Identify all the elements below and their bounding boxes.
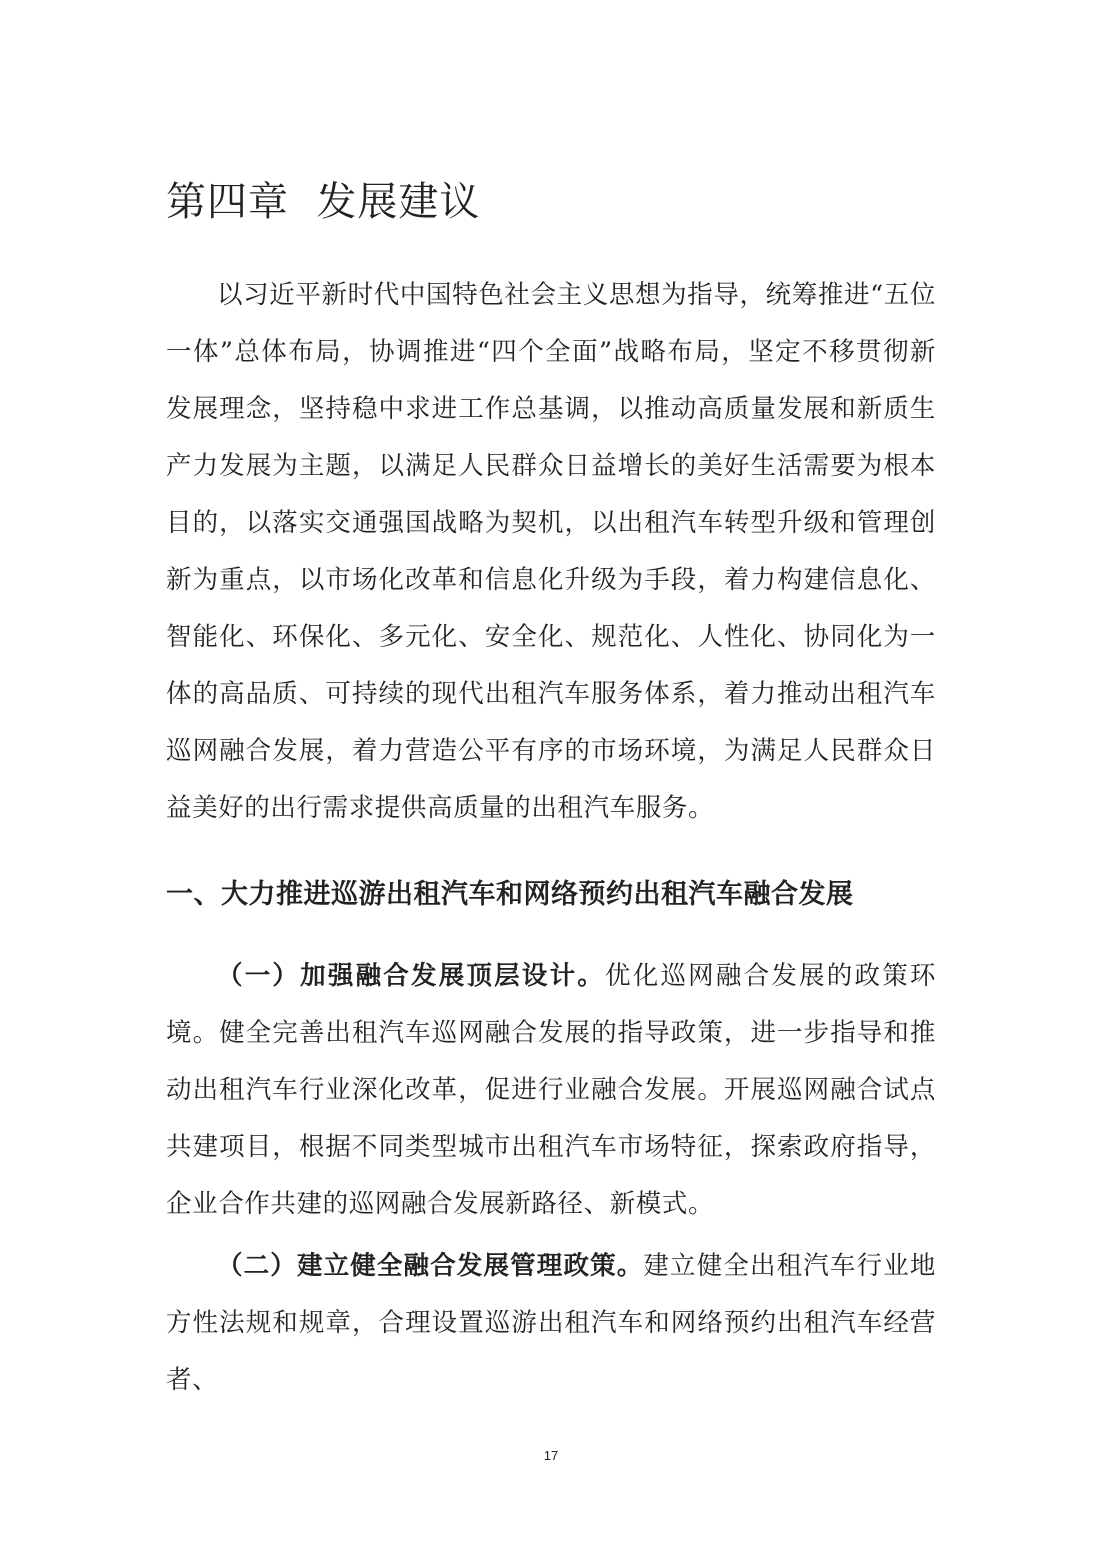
subsection-1-text: 优化巡网融合发展的政策环境。健全完善出租汽车巡网融合发展的指导政策，进一步指导和推动出租汽车行业深化改革，促进行业融合发展。开展巡网融合试点共建项目，根据不同类型城市出租汽车市场特征，探索政府指导，企业合作共建的巡网融合发展新路径、新模式。 [166, 961, 937, 1219]
subsection-paragraph-2 [166, 1238, 936, 1409]
section-heading: 一、大力推进巡游出租汽车和网络预约出租汽车融合发展 [166, 879, 854, 910]
page-number: 17 [543, 1448, 559, 1463]
subsection-paragraph-1 [166, 948, 936, 1233]
subsection-2-lead: （二）建立健全融合发展管理政策。 [217, 1251, 644, 1281]
subsection-1-lead: （一）加强融合发展顶层设计。 [217, 961, 606, 991]
chapter-title: 第四章 发展建议 [166, 179, 481, 225]
intro-paragraph: 以习近平新时代中国特色社会主义思想为指导，统筹推进“五位一体”总体布局，协调推进“四个全面”战略布局，坚定不移贯彻新发展理念，坚持稳中求进工作总基调，以推动高质量发展和新质生产力发展为主题，以满足人民群众日益增长的美好生活需要为根本目的，以落实交通强国战略为契机，以出租汽车转型升级和管理创新为重点，以市场化改革和信息化升级为手段，着力构建信息化、智能化、环保化、多元化、安全化、规范化、人性化、协同化为一体的高品质、可持续的现代出租汽车服务体系，着力推动出租汽车巡网融合发展，着力营造公平有序的市场环境，为满足人民群众日益美好的出行需求提供高质量的出租汽车服务。 [166, 280, 936, 823]
subsection-2-text: 建立健全出租汽车行业地方性法规和规章，合理设置巡游出租汽车和网络预约出租汽车经营者、 [166, 1251, 936, 1395]
